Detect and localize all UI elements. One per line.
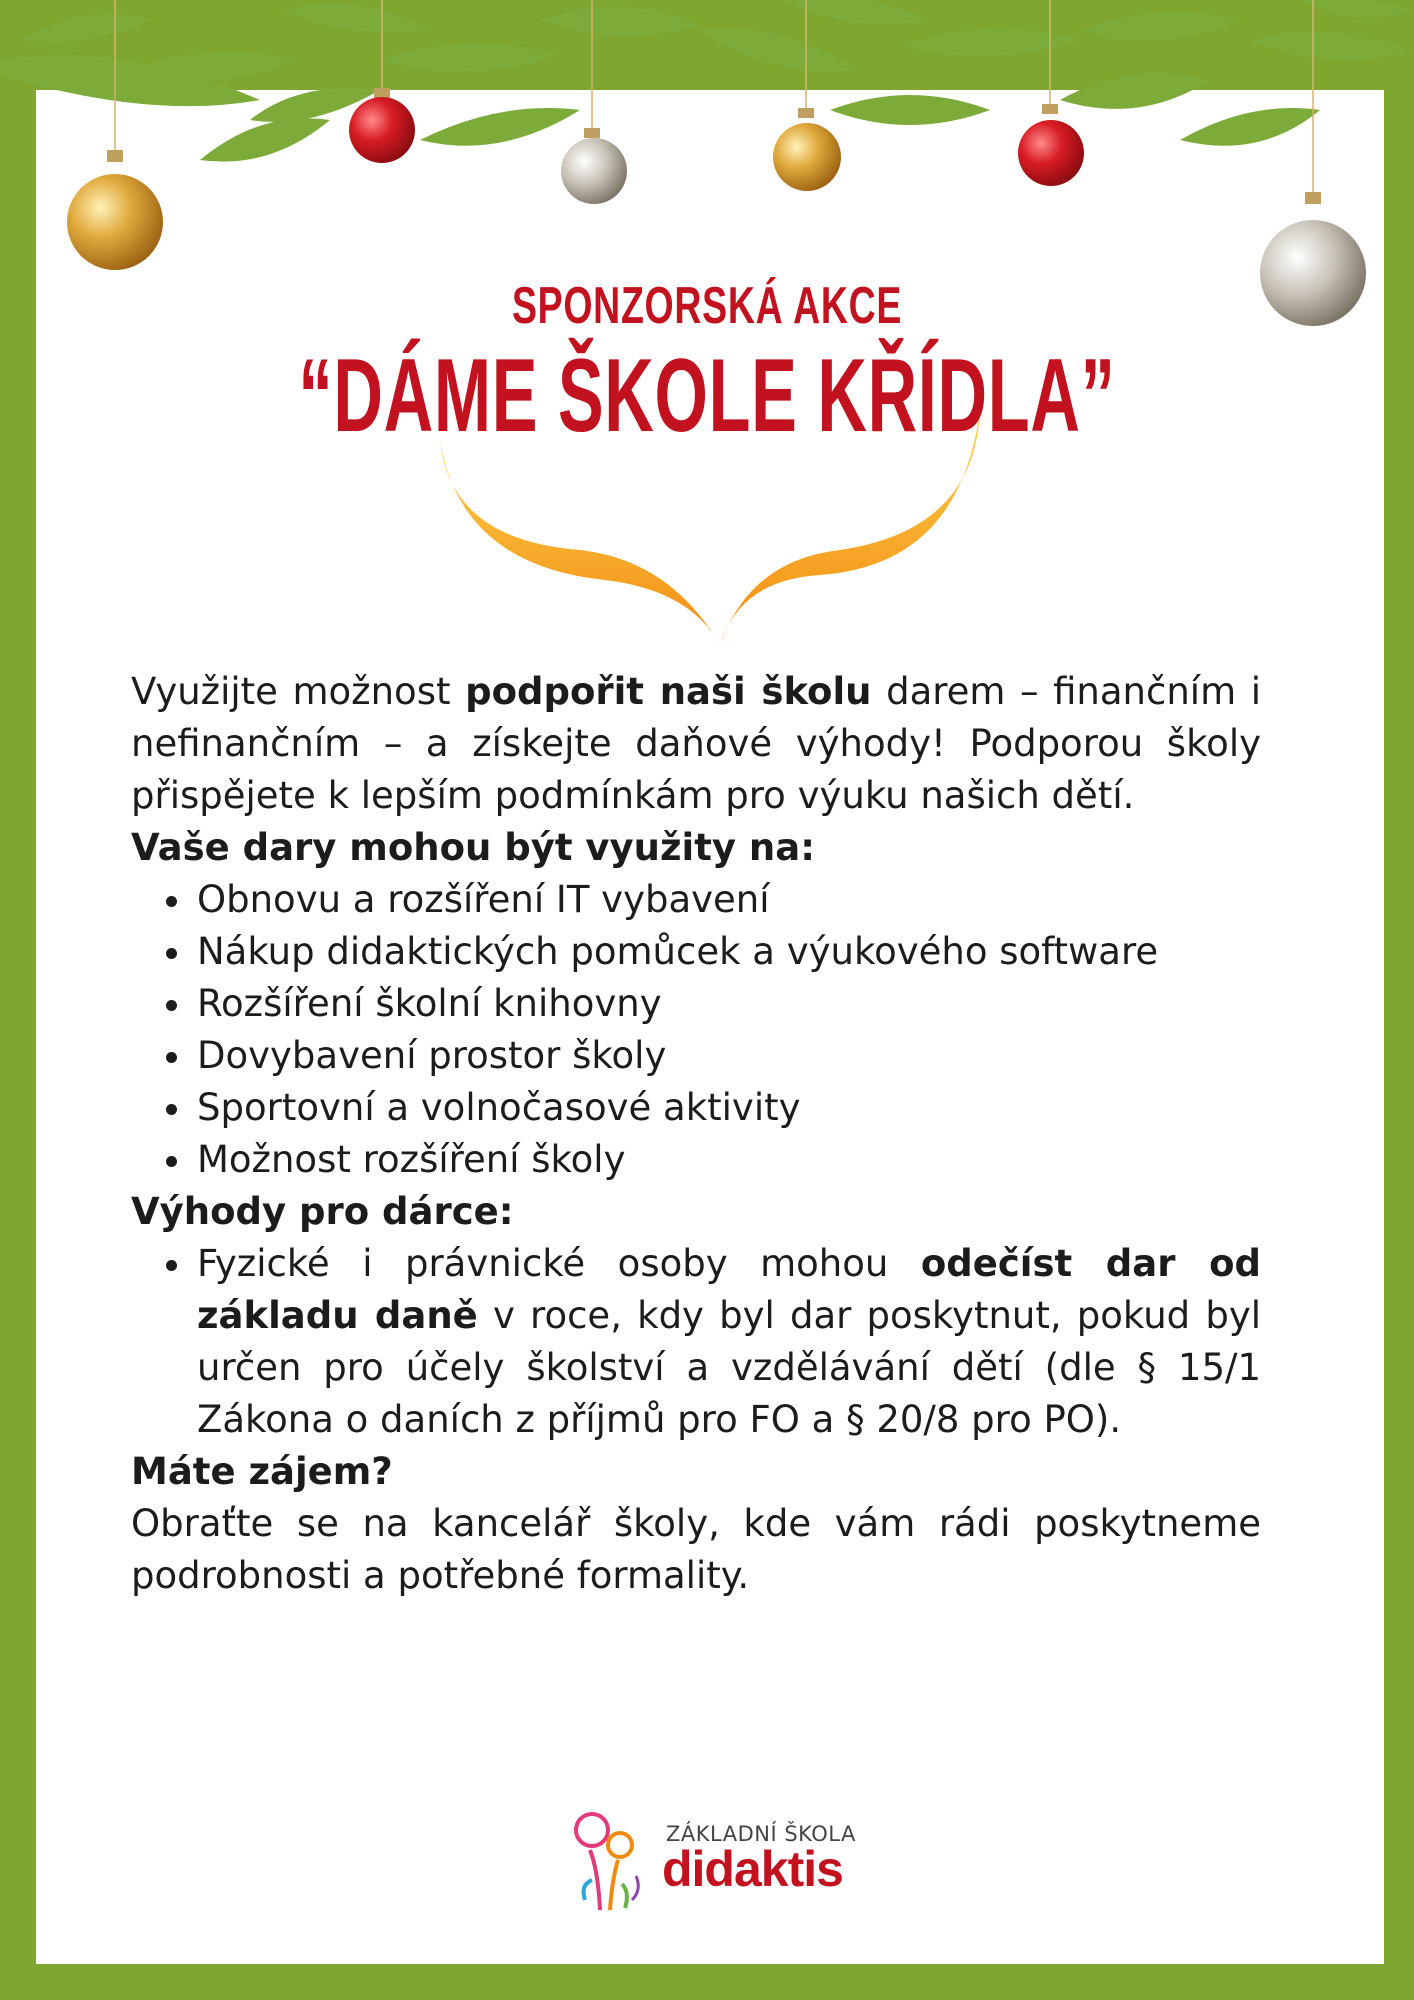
list-item: • Možnost rozšíření školy: [195, 1134, 1261, 1186]
list-item: • Sportovní a volnočasové aktivity: [195, 1082, 1261, 1134]
benefit-bold: odečíst dar od základu daně: [197, 1242, 1261, 1337]
list-item: • Rozšíření školní knihovny: [195, 978, 1261, 1030]
benefit-text-1: Fyzické i právnické osoby mohou: [197, 1242, 921, 1285]
page-title: “DÁME ŠKOLE KŘÍDLA”: [298, 338, 1116, 454]
logo-subtitle: ZÁKLADNÍ ŠKOLA: [666, 1822, 856, 1846]
uses-title: Vaše dary mohou být využity na:: [131, 826, 815, 869]
intro-text-2: darem – finančním i nefinančním – a získejte daňové výhody! Podporou školy přispějete k lepším podmínkám pro výuku našich dětí.: [131, 670, 1261, 817]
benefits-list: [131, 1238, 1261, 1446]
logo-name: didaktis: [662, 1841, 843, 1897]
intro-paragraph: [131, 666, 1261, 822]
list-item: [195, 1238, 1261, 1446]
list-item: • Dovybavení prostor školy: [195, 1030, 1261, 1082]
benefit-text-2: v roce, kdy byl dar poskytnut, pokud byl určen pro účely školství a vzdělávání dětí (dle § 15/1 Zákona o daních z příjmů pro FO a § 20/8 pro PO).: [197, 1294, 1261, 1441]
list-item: • Obnovu a rozšíření IT vybavení: [195, 874, 1261, 926]
main-content: [131, 666, 1261, 1602]
school-logo: [570, 1800, 870, 1920]
intro-text-1: Využijte možnost: [131, 670, 466, 713]
tree-logo-icon: [570, 1800, 660, 1920]
contact-text: Obraťte se na kancelář školy, kde vám rádi poskytneme podrobnosti a potřebné formality.: [131, 1502, 1261, 1597]
benefits-title: Výhody pro dárce:: [131, 1190, 514, 1233]
heading: [0, 276, 1414, 452]
list-item: • Nákup didaktických pomůcek a výukového software: [195, 926, 1261, 978]
contact-title: Máte zájem?: [131, 1450, 393, 1493]
intro-bold: podpořit naši školu: [465, 670, 872, 713]
uses-list: [131, 874, 1261, 1186]
subtitle: SPONZORSKÁ AKCE: [511, 277, 903, 335]
